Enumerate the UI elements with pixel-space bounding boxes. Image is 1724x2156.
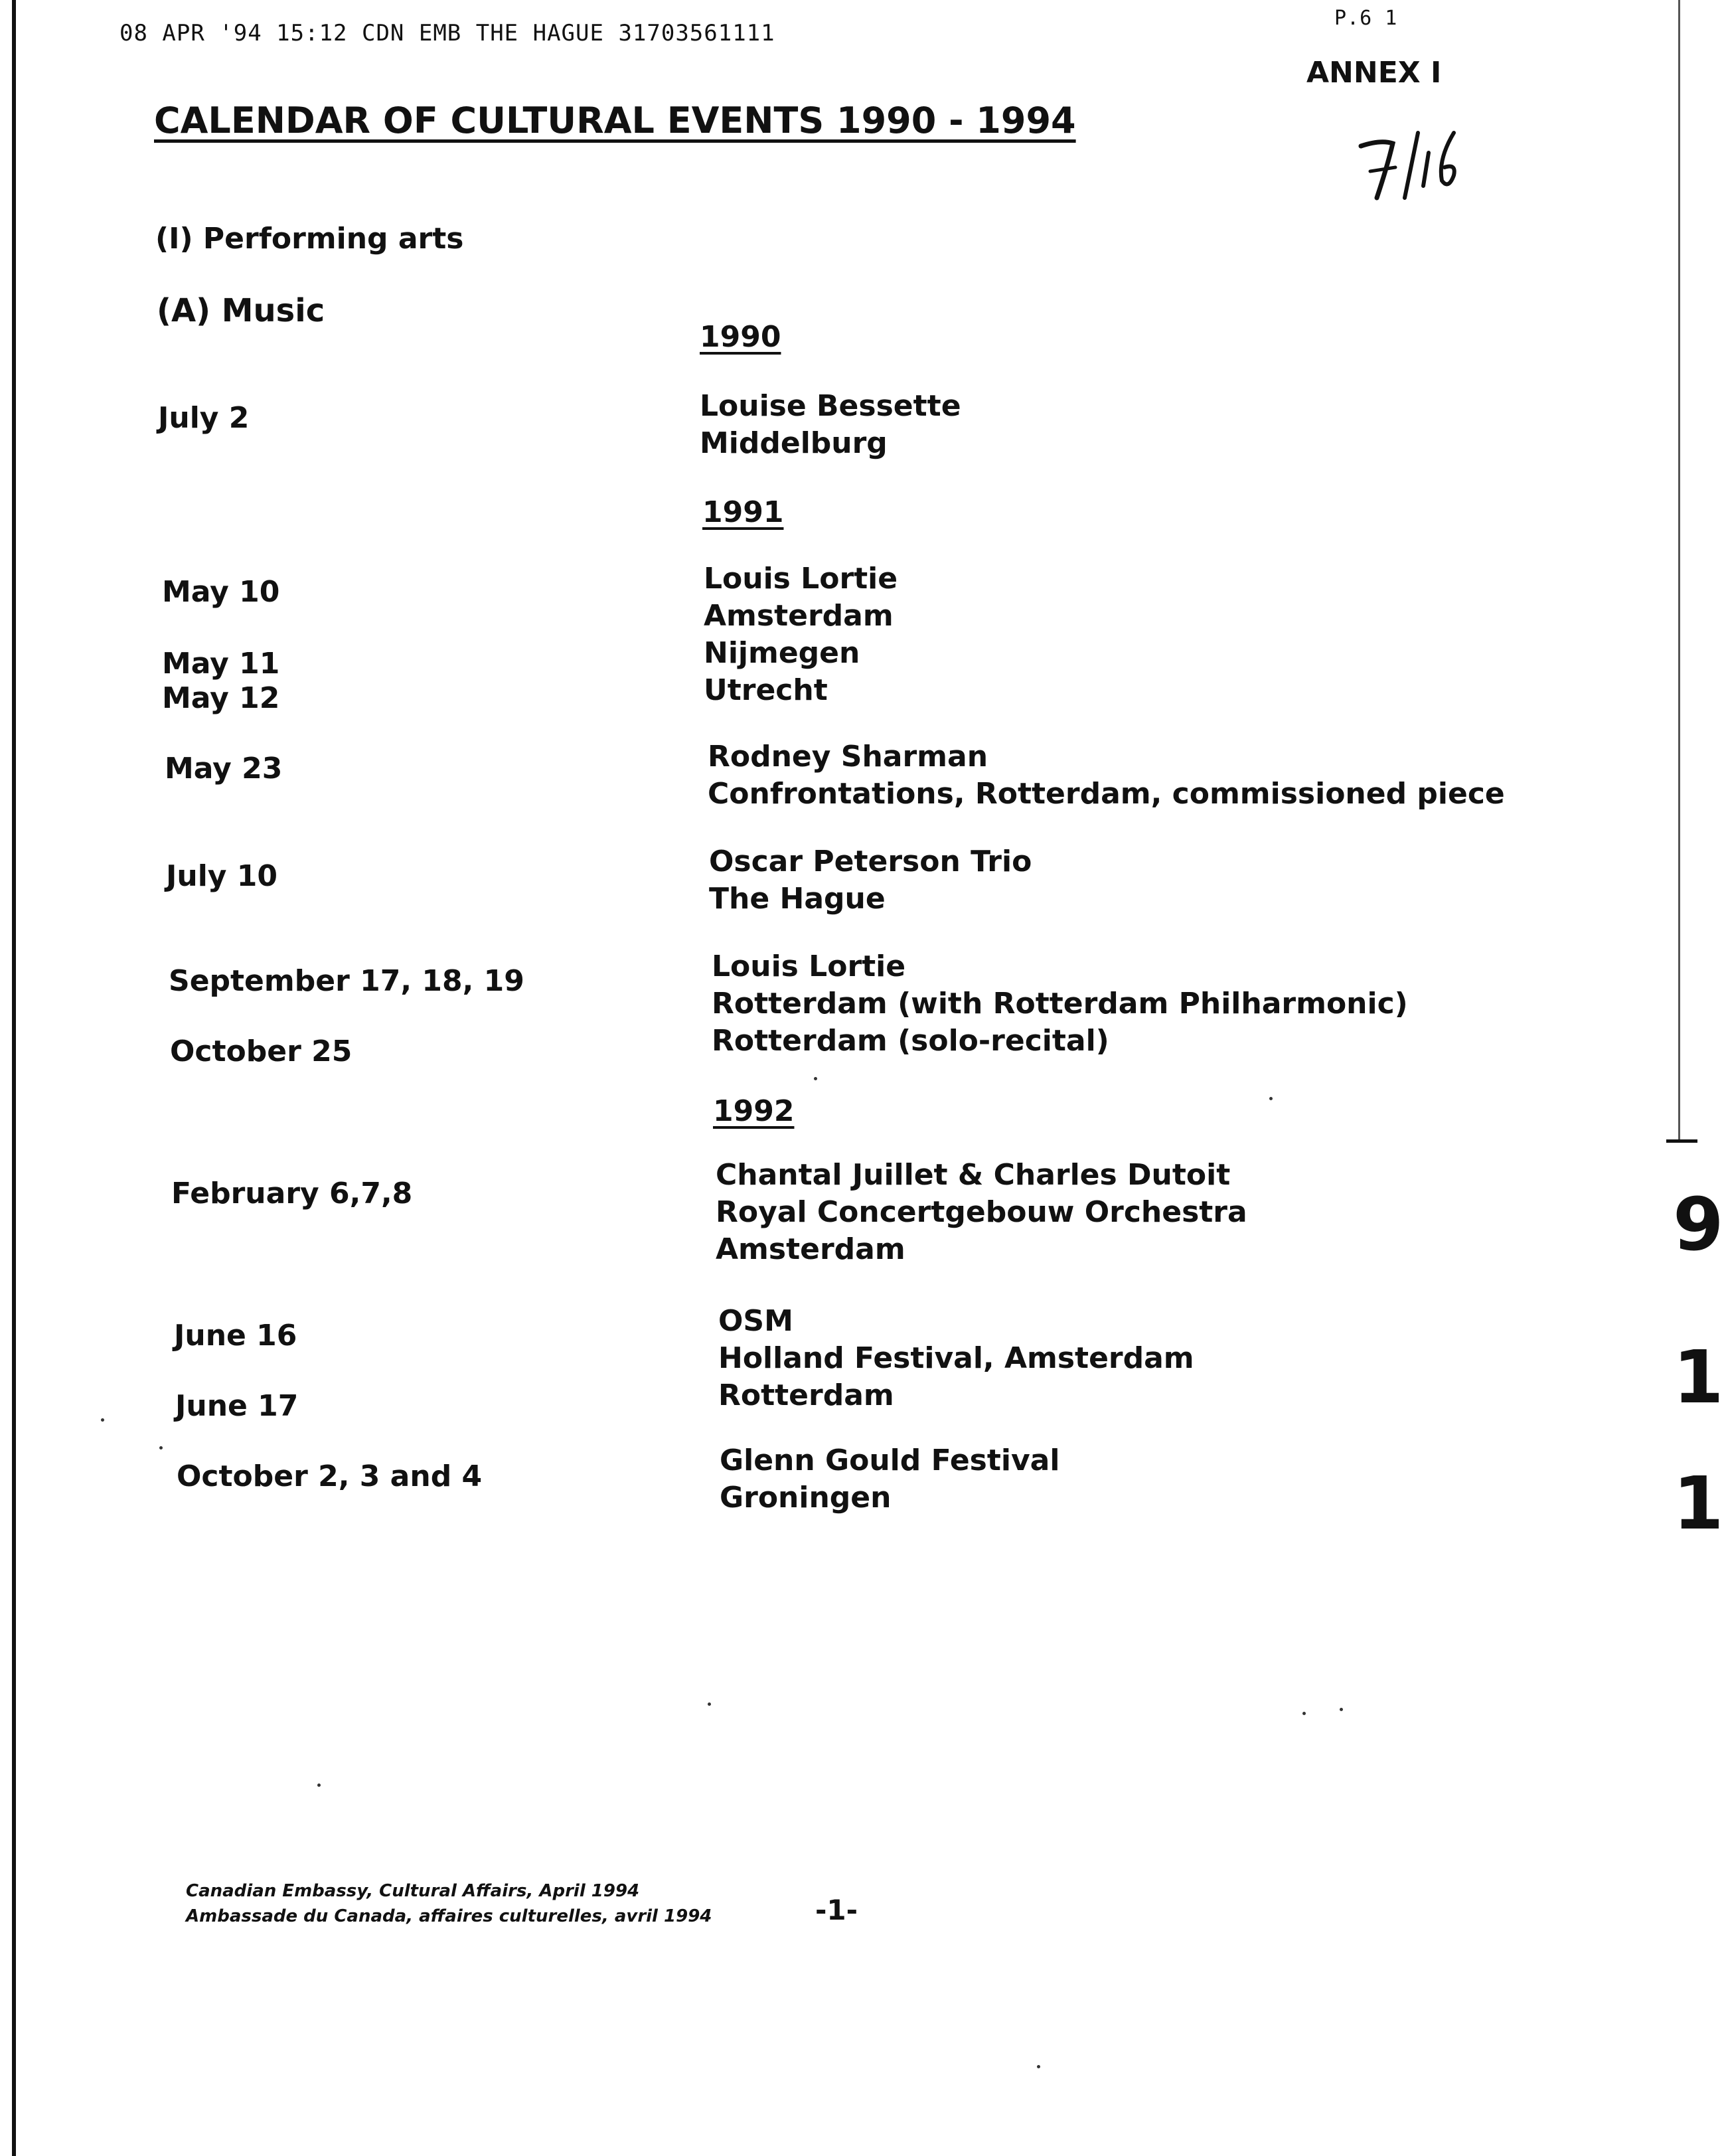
- event-performer: Louise Bessette: [700, 389, 961, 423]
- event-performer: Louis Lortie: [704, 562, 898, 596]
- right-scan-edge: [1678, 0, 1680, 1142]
- event-performer: Louis Lortie: [712, 950, 906, 983]
- event-venue: Nijmegen: [704, 636, 860, 670]
- left-scan-edge: [12, 0, 16, 2156]
- edge-mark-3: 1: [1673, 1461, 1724, 1546]
- event-performer: Glenn Gould Festival: [720, 1444, 1060, 1477]
- event-venue: Middelburg: [700, 426, 888, 460]
- event-details: [708, 738, 1505, 813]
- scan-speck: [1302, 1712, 1306, 1715]
- scan-speck: [1269, 1097, 1273, 1100]
- event-date: October 25: [170, 1035, 353, 1068]
- event-date: May 11: [162, 647, 280, 681]
- footer-french: Ambassade du Canada, affaires culturelles, avril 1994: [186, 1906, 712, 1926]
- event-date: May 23: [165, 752, 283, 786]
- event-details: [709, 843, 1032, 918]
- scan-speck: [159, 1446, 163, 1450]
- event-venue: Rotterdam: [718, 1378, 894, 1412]
- event-date: October 2, 3 and 4: [177, 1459, 483, 1493]
- scan-speck: [1037, 2065, 1040, 2068]
- event-venue: The Hague: [709, 882, 886, 916]
- event-details: [712, 948, 1408, 1060]
- event-date: May 12: [162, 681, 280, 715]
- event-venue: Confrontations, Rotterdam, commissioned piece: [708, 777, 1505, 811]
- year-heading-1991: 1991: [702, 495, 784, 529]
- event-details: [720, 1442, 1059, 1517]
- event-venue: Amsterdam: [704, 599, 894, 633]
- event-performer: Chantal Juillet & Charles Dutoit: [716, 1158, 1231, 1192]
- event-details: [700, 388, 961, 462]
- annex-label: ANNEX I: [1306, 56, 1442, 90]
- scan-speck: [1340, 1708, 1343, 1711]
- event-details: [718, 1303, 1194, 1414]
- event-venue: Rotterdam (with Rotterdam Philharmonic): [712, 987, 1408, 1021]
- page-title: CALENDAR OF CULTURAL EVENTS 1990 - 1994: [154, 100, 1076, 141]
- edge-mark-1: 9: [1673, 1182, 1724, 1267]
- event-venue: Utrecht: [704, 673, 828, 707]
- scan-speck: [814, 1077, 817, 1080]
- event-venue: Groningen: [720, 1481, 892, 1515]
- section-heading: (I) Performing arts: [155, 222, 464, 256]
- scan-speck: [101, 1418, 104, 1422]
- handwritten-note: [1354, 120, 1474, 206]
- event-details: [704, 560, 898, 709]
- event-venue: Amsterdam: [716, 1232, 905, 1266]
- event-venue: Royal Concertgebouw Orchestra: [716, 1195, 1247, 1229]
- event-performer: Rodney Sharman: [708, 740, 988, 774]
- year-heading-1990: 1990: [700, 320, 781, 354]
- event-date: May 10: [162, 575, 280, 609]
- year-heading-1992: 1992: [713, 1094, 795, 1128]
- scan-speck: [317, 1783, 321, 1787]
- event-date: June 16: [174, 1319, 297, 1353]
- edge-mark-2: 1: [1673, 1335, 1724, 1420]
- event-date: February 6,7,8: [171, 1177, 413, 1210]
- event-date: September 17, 18, 19: [169, 964, 524, 998]
- subsection-heading: (A) Music: [157, 292, 325, 329]
- event-date: June 17: [175, 1389, 299, 1423]
- event-venue: Rotterdam (solo-recital): [712, 1024, 1109, 1058]
- fax-header: 08 APR '94 15:12 CDN EMB THE HAGUE 31703561111: [119, 20, 775, 46]
- event-venue: Holland Festival, Amsterdam: [718, 1341, 1194, 1375]
- event-details: [716, 1157, 1247, 1268]
- event-performer: OSM: [718, 1304, 793, 1338]
- event-performer: Oscar Peterson Trio: [709, 845, 1032, 878]
- page-number: -1-: [815, 1894, 858, 1926]
- event-date: July 10: [166, 859, 278, 893]
- event-date: July 2: [158, 401, 250, 435]
- page-mark: P.6 1: [1334, 7, 1398, 30]
- right-scan-edge-lower: [1666, 1139, 1697, 1143]
- footer-english: Canadian Embassy, Cultural Affairs, April 1994: [186, 1881, 640, 1901]
- scan-speck: [708, 1702, 711, 1706]
